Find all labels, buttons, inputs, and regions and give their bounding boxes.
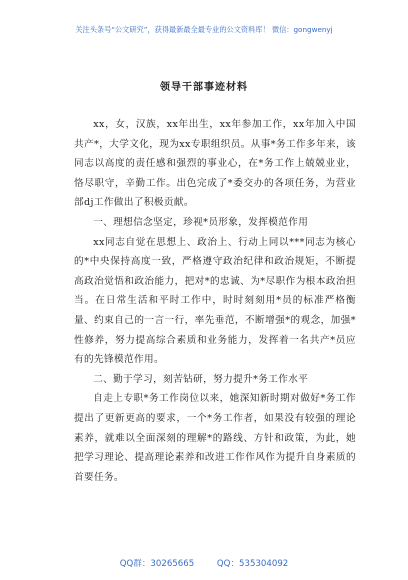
document-title: 领导干部事迹材料 [160,82,248,93]
section-2-paragraph: 自走上专职*务工作岗位以来，她深知新时期对做好*务工作提出了更新更高的要求，一个*务工作者，如果没有较强的理论素养，就难以全面深刻的理解*的路线、方针和政策，为此，她把学习理论、提高理论素养和改进工作作风作为提升自身素质的首要任务。 [74,393,356,483]
footer-contact [0,557,408,569]
document-body [74,115,356,487]
footer-qq-group: QQ群：30265665 [119,559,195,569]
section-heading-1: 一、理想信念坚定，珍视*员形象，发挥模范作用 [93,216,309,228]
header-banner: 关注头条号“公文研究”，获得最新最全最专业的公文资料库！ 微信：gongwenyj [75,25,333,34]
footer-qq-number: QQ：535304092 [216,559,289,569]
section-heading-2: 二、勤于学习，刻苦钻研，努力提升*务工作水平 [93,373,309,385]
intro-paragraph: xx，女，汉族，xx年出生，xx年参加工作，xx年加入中国共产*，大学文化，现为xx专职组织员。从事*务工作多年来，该同志以高度的责任感和强烈的事业心，在*务工作上兢兢业业，恪尽职守，辛勤工作。出色完成了*委交办的各项任务，为营业部dj工作做出了积极贡献。 [74,119,356,209]
section-1-paragraph: xx同志自觉在思想上、政治上、行动上同以***同志为核心的*中央保持高度一致，严格遵守政治纪律和政治规矩，不断提高政治觉悟和政治能力，把对*的忠诚、为*尽职作为根本政治担当。在日常生活和平时工作中，时时刻刻用*员的标准严格衡量、约束自己的一言一行，率先垂范，不断增强*的观念，加强*性修养，努力提高综合素质和业务能力，发挥着一名共产*员应有的先锋模范作用。 [74,236,356,366]
